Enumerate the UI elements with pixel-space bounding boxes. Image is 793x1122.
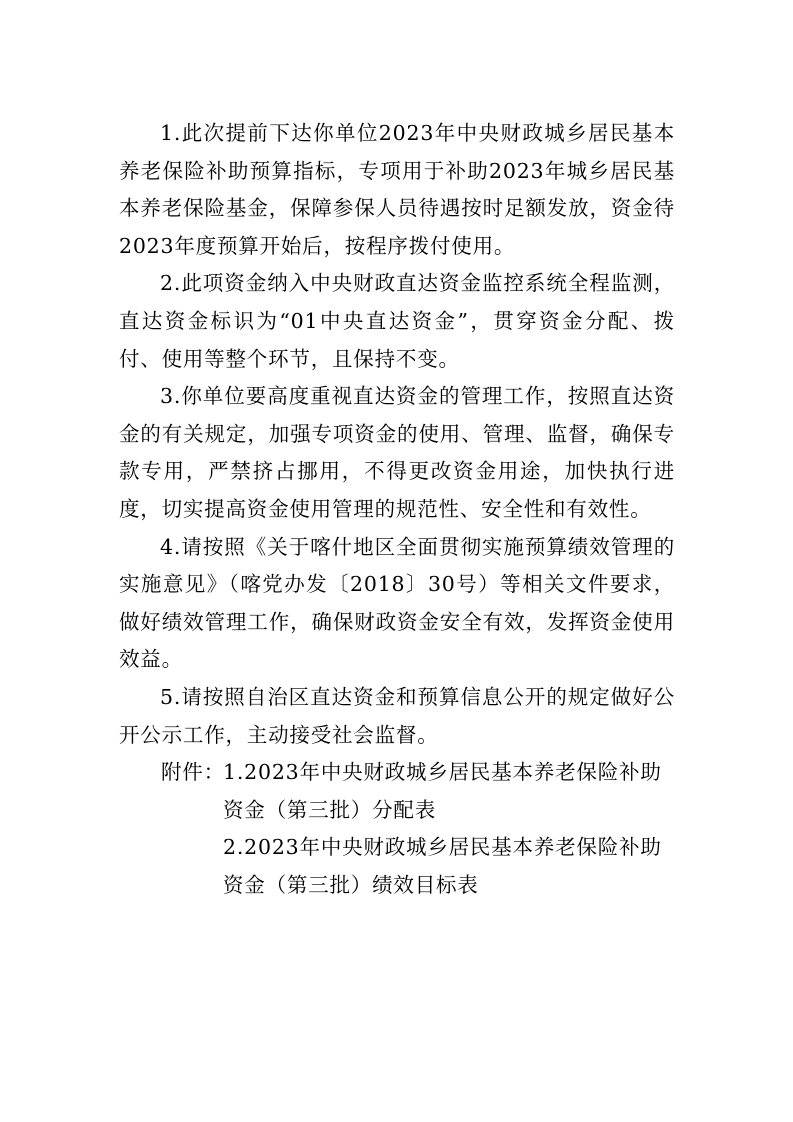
document-body [119, 115, 675, 904]
paragraph-2: 2.此项资金纳入中央财政直达资金监控系统全程监测，直达资金标识为“01中央直达资金”，贯穿资金分配、拨付、使用等整个环节，且保持不变。 [119, 271, 675, 371]
paragraph-3: 3.你单位要高度重视直达资金的管理工作，按照直达资金的有关规定，加强专项资金的使用、管理、监督，确保专款专用，严禁挤占挪用，不得更改资金用途，加快执行进度，切实提高资金使用管理的规范性、安全性和有效性。 [119, 384, 675, 521]
paragraph-4: 4.请按照《关于喀什地区全面贯彻实施预算绩效管理的实施意见》（喀党办发〔2018〕30号）等相关文件要求，做好绩效管理工作，确保财政资金安全有效，发挥资金使用效益。 [119, 534, 675, 672]
attachments-section [119, 754, 675, 904]
attachment-list [119, 754, 675, 904]
paragraph-1: 1.此次提前下达你单位2023年中央财政城乡居民基本养老保险补助预算指标，专项用于补助2023年城乡居民基本养老保险基金，保障参保人员待遇按时足额发放，资金待2023年度预算开始后，按程序拨付使用。 [119, 121, 675, 258]
attachment-item-2: 2.2023年中央财政城乡居民基本养老保险补助资金（第三批）绩效目标表 [223, 835, 662, 897]
attachment-item-1: 1.2023年中央财政城乡居民基本养老保险补助资金（第三批）分配表 [223, 760, 662, 822]
paragraph-5: 5.请按照自治区直达资金和预算信息公开的规定做好公开公示工作，主动接受社会监督。 [119, 684, 675, 747]
attachments-label: 附件： [161, 760, 225, 785]
